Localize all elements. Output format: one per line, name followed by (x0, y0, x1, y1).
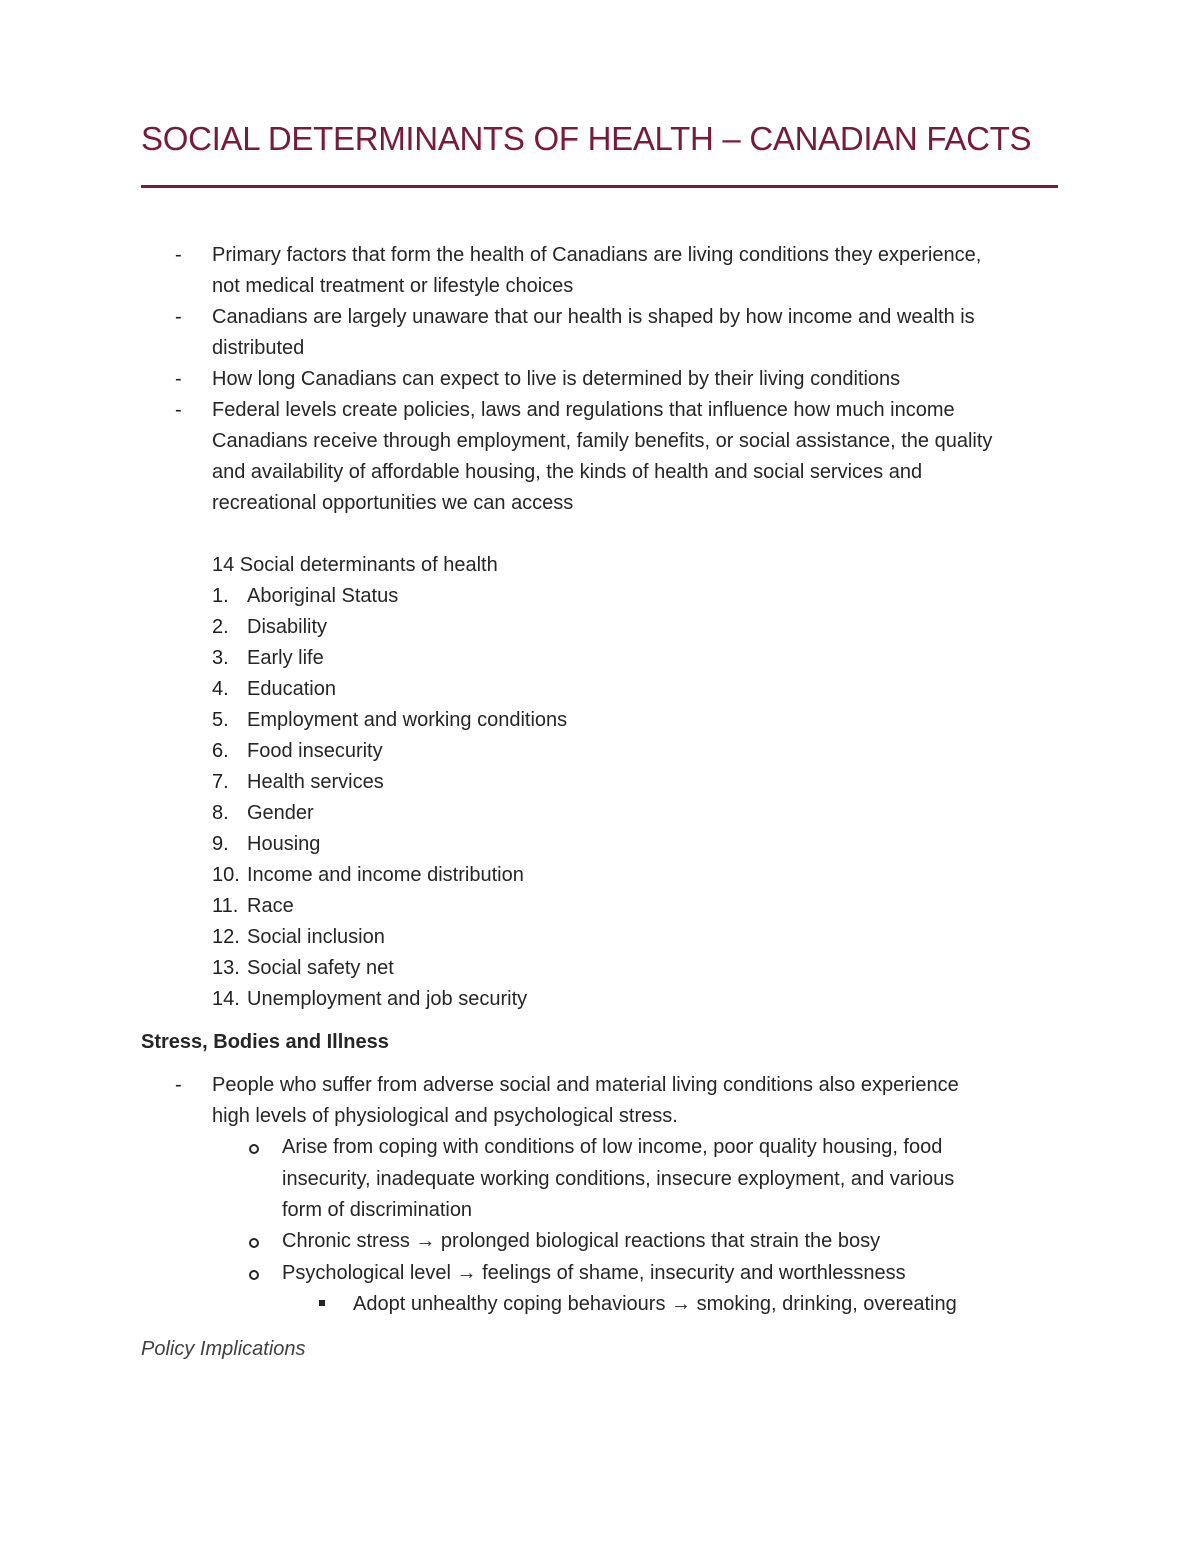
bullet-line: recreational opportunities we can access (212, 492, 574, 514)
list-item: Aboriginal Status (247, 585, 399, 607)
bullet-line: and availability of affordable housing, the kinds of health and social services and (212, 461, 923, 483)
list-number: 7. (212, 771, 229, 793)
list-item: Health services (247, 771, 384, 793)
list-item: Employment and working conditions (247, 709, 568, 731)
page-title: SOCIAL DETERMINANTS OF HEALTH – CANADIAN FACTS (141, 120, 1032, 157)
square-bullet-icon (319, 1300, 325, 1306)
sub-bullet-line: form of discrimination (282, 1199, 473, 1221)
list-item: Unemployment and job security (247, 988, 528, 1010)
list-item: Food insecurity (247, 740, 383, 762)
bullet-dash: - (175, 244, 182, 266)
sub-bullet-line: Psychological level → feelings of shame, insecurity and worthlessness (282, 1262, 906, 1284)
bullet-line: Primary factors that form the health of Canadians are living conditions they experience, (212, 244, 982, 266)
sub-bullet-line: Chronic stress → prolonged biological reactions that strain the bosy (282, 1230, 881, 1252)
list-number: 11. (212, 895, 239, 917)
bullet-dash: - (175, 1074, 182, 1096)
list-number: 12. (212, 926, 240, 948)
list-item: Gender (247, 802, 314, 824)
bullet-dash: - (175, 306, 182, 328)
list-item: Social inclusion (247, 926, 385, 948)
sub-sub-bullet-line: Adopt unhealthy coping behaviours → smoking, drinking, overeating (353, 1293, 957, 1315)
bullet-line: distributed (212, 337, 305, 359)
list-item: Income and income distribution (247, 864, 524, 886)
list-number: 3. (212, 647, 229, 669)
section-heading-policy: Policy Implications (141, 1338, 306, 1360)
title-underline (141, 185, 1058, 188)
bullet-line: Canadians receive through employment, family benefits, or social assistance, the quality (212, 430, 993, 452)
bullet-dash: - (175, 368, 182, 390)
bullet-dash: - (175, 399, 182, 421)
bullet-line: Federal levels create policies, laws and regulations that influence how much income (212, 399, 955, 421)
list-number: 6. (212, 740, 229, 762)
sub-bullet-line: insecurity, inadequate working conditions, insecure exployment, and various (282, 1168, 955, 1190)
list-item: Social safety net (247, 957, 394, 979)
bullet-line: People who suffer from adverse social and material living conditions also experience (212, 1074, 959, 1096)
bullet-line: Canadians are largely unaware that our health is shaped by how income and wealth is (212, 306, 975, 328)
list-number: 10. (212, 864, 240, 886)
list-number: 8. (212, 802, 229, 824)
bullet-line: How long Canadians can expect to live is determined by their living conditions (212, 368, 901, 390)
list-item: Race (247, 895, 294, 917)
list-number: 9. (212, 833, 229, 855)
determinants-heading: 14 Social determinants of health (212, 554, 498, 576)
list-item: Education (247, 678, 336, 700)
sub-bullet-line: Arise from coping with conditions of low income, poor quality housing, food (282, 1136, 943, 1158)
circle-bullet-icon (249, 1270, 259, 1280)
list-number: 4. (212, 678, 229, 700)
list-number: 5. (212, 709, 229, 731)
list-number: 14. (212, 988, 240, 1010)
list-number: 2. (212, 616, 229, 638)
list-item: Early life (247, 647, 324, 669)
list-number: 13. (212, 957, 240, 979)
bullet-line: not medical treatment or lifestyle choices (212, 275, 574, 297)
section-heading-stress: Stress, Bodies and Illness (141, 1031, 389, 1053)
list-item: Housing (247, 833, 321, 855)
list-item: Disability (247, 616, 328, 638)
bullet-line: high levels of physiological and psychological stress. (212, 1105, 678, 1127)
circle-bullet-icon (249, 1144, 259, 1154)
list-number: 1. (212, 585, 229, 607)
circle-bullet-icon (249, 1238, 259, 1248)
